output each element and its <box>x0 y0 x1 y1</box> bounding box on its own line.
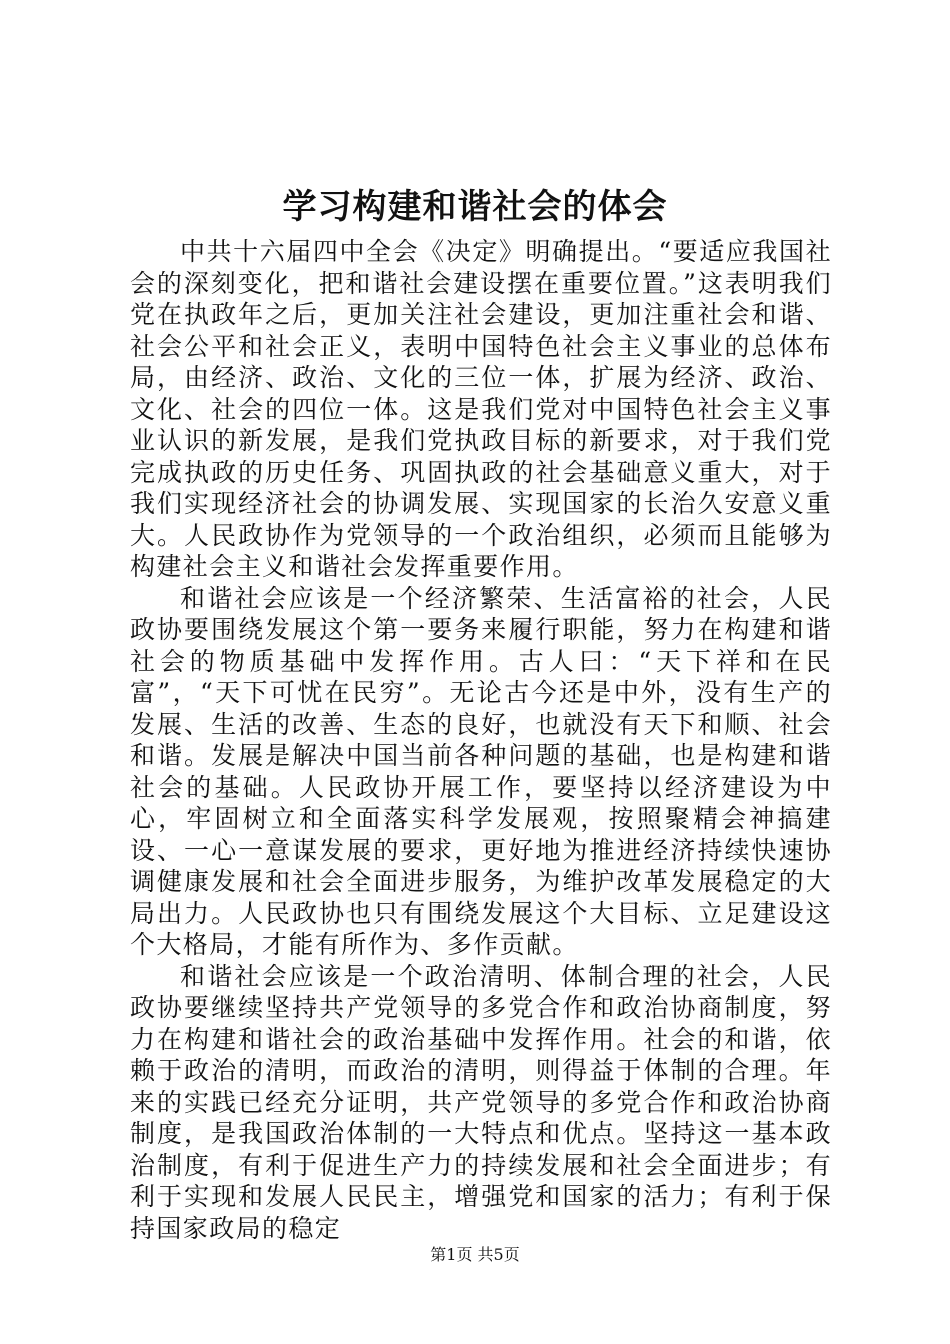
paragraph-2: 和谐社会应该是一个经济繁荣、生活富裕的社会，人民政协要围绕发展这个第一要务来履行职能，努力在构建和谐社会的物质基础中发挥作用。古人曰：“天下祥和在民富”，“天下可忧在民穷”。无论古今还是中外，没有生产的发展、生活的改善、生态的良好，也就没有天下和顺、社会和谐。发展是解决中国当前各种问题的基础，也是构建和谐社会的基础。人民政协开展工作，要坚持以经济建设为中心，牢固树立和全面落实科学发展观，按照聚精会神搞建设、一心一意谋发展的要求，更好地为推进经济持续快速协调健康发展和社会全面进步服务，为维护改革发展稳定的大局出力。人民政协也只有围绕发展这个大目标、立足建设这个大格局，才能有所作为、多作贡献。 <box>130 583 832 959</box>
paragraph-1: 中共十六届四中全会《决定》明确提出。“要适应我国社会的深刻变化，把和谐社会建设摆在重要位置。”这表明我们党在执政年之后，更加关注社会建设，更加注重社会和谐、社会公平和社会正义，表明中国特色社会主义事业的总体布局，由经济、政治、文化的三位一体，扩展为经济、政治、文化、社会的四位一体。这是我们党对中国特色社会主义事业认识的新发展，是我们党执政目标的新要求，对于我们党完成执政的历史任务、巩固执政的社会基础意义重大，对于我们实现经济社会的协调发展、实现国家的长治久安意义重大。人民政协作为党领导的一个政治组织，必须而且能够为构建社会主义和谐社会发挥重要作用。 <box>130 237 832 581</box>
paragraph-3: 和谐社会应该是一个政治清明、体制合理的社会，人民政协要继续坚持共产党领导的多党合作和政治协商制度，努力在构建和谐社会的政治基础中发挥作用。社会的和谐，依赖于政治的清明，而政治的清明，则得益于体制的合理。年来的实践已经充分证明，共产党领导的多党合作和政治协商制度，是我国政治体制的一大特点和优点。坚持这一基本政治制度，有利于促进生产力的持续发展和社会全面进步；有利于实现和发展人民民主，增强党和国家的活力；有利于保持国家政局的稳定 <box>130 961 832 1243</box>
document-title: 学习构建和谐社会的体会 <box>282 187 668 227</box>
document-body <box>130 236 832 1244</box>
page-number-footer: 第1页 共5页 <box>430 1245 520 1264</box>
